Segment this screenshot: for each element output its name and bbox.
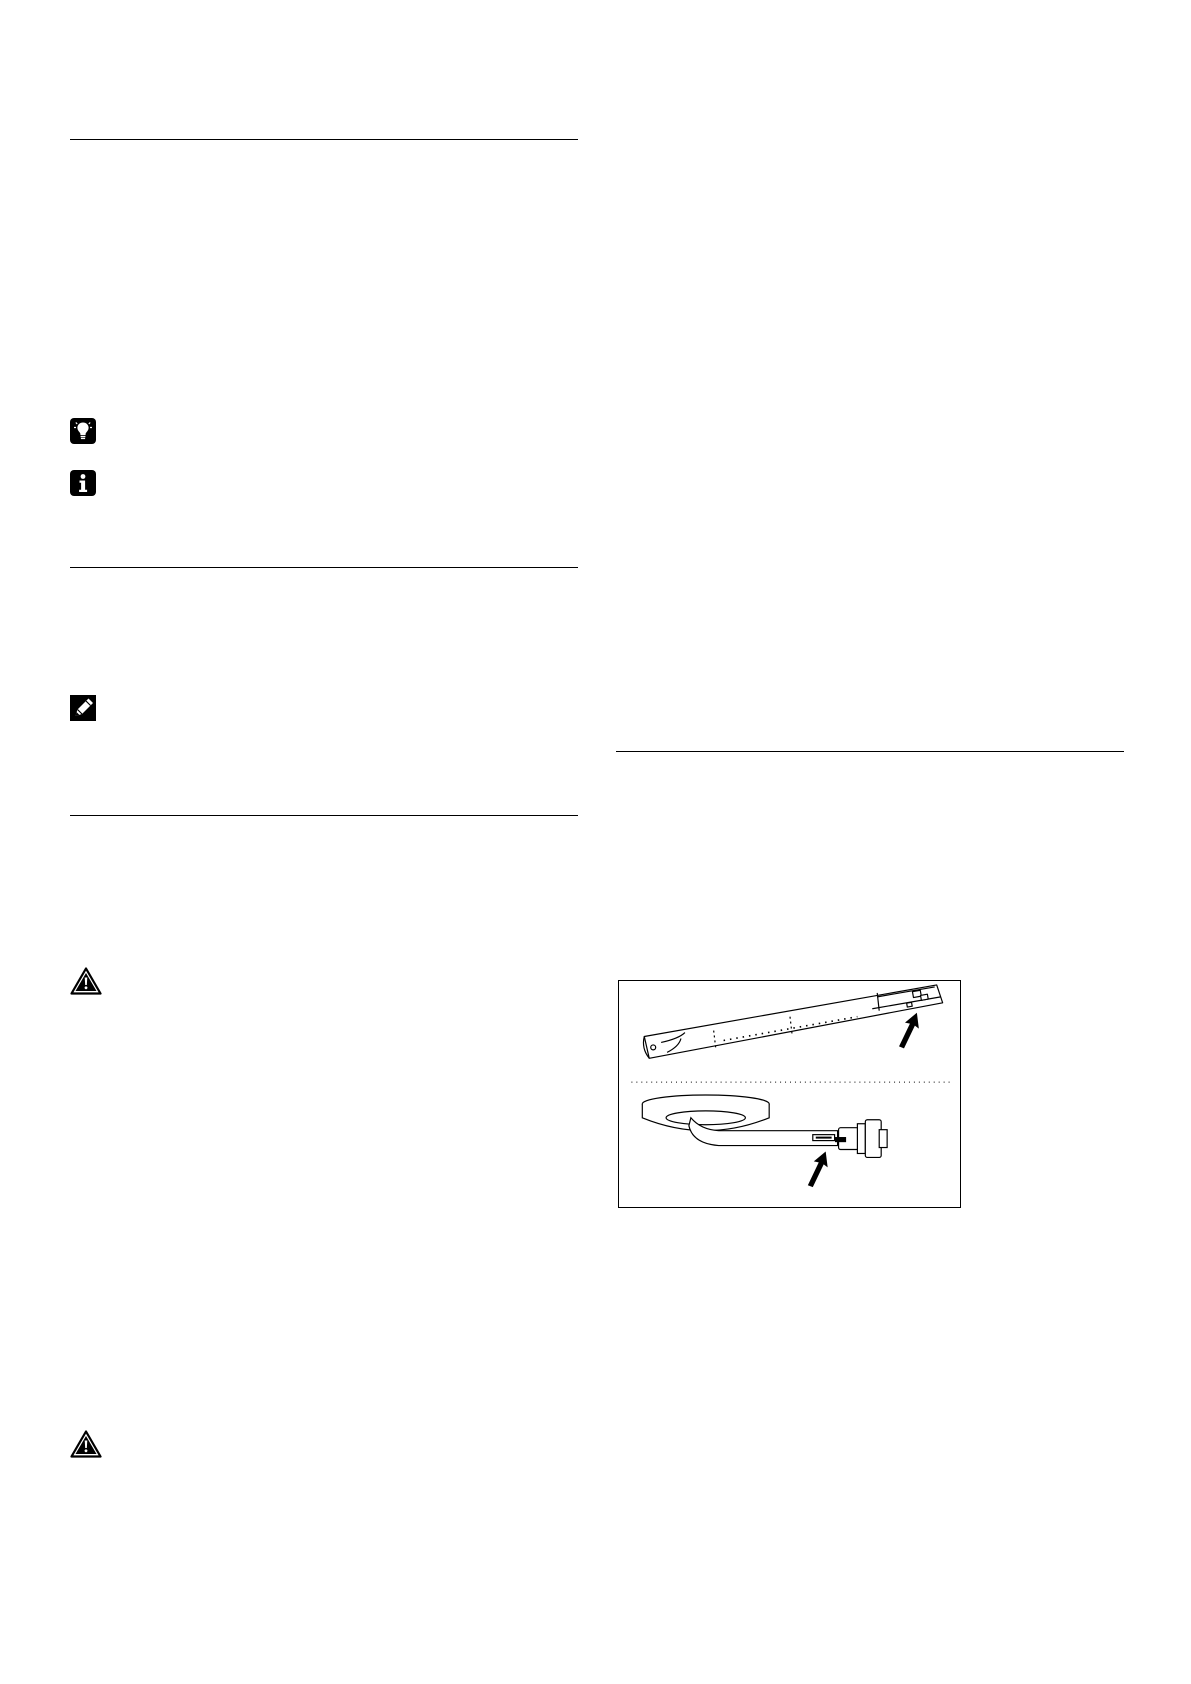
round-burner [642, 1095, 887, 1157]
section-rule-3 [70, 815, 578, 816]
section-rule-1 [70, 139, 578, 140]
warning-triangle-icon [70, 967, 102, 995]
burner-illustration [618, 980, 961, 1208]
arrow-icon [899, 1013, 919, 1049]
tubular-burner [643, 985, 942, 1058]
warning-triangle-icon [70, 1430, 102, 1458]
section-rule-4 [616, 751, 1124, 752]
info-icon [70, 470, 96, 496]
lightbulb-icon [70, 418, 96, 444]
arrow-icon [808, 1151, 828, 1187]
pencil-note-icon [70, 695, 96, 721]
section-rule-2 [70, 567, 578, 568]
